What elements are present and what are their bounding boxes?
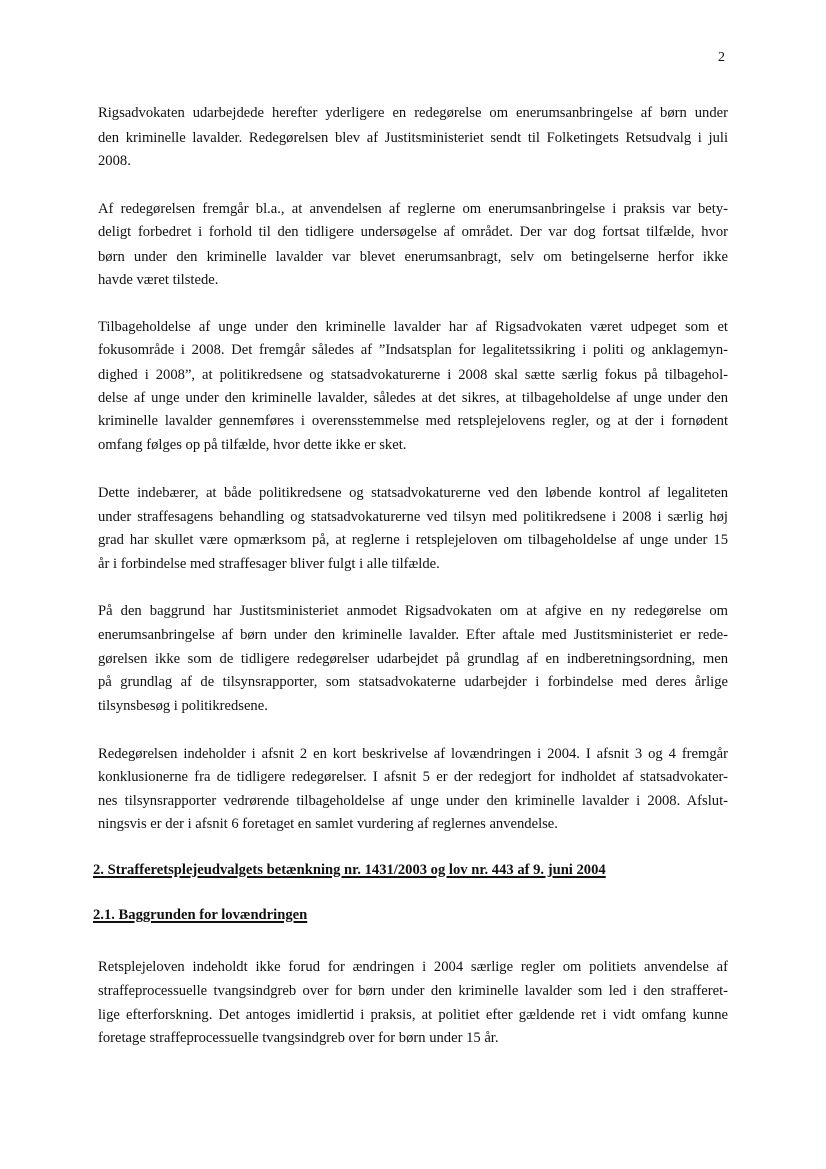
- paragraph-4-line-2: under straffesagens behandling og statsadvokaturerne ved tilsyn med politikredsene i 2008 i særlig høj: [98, 509, 728, 525]
- paragraph-4-line-4: år i forbindelse med straffesager bliver fulgt i alle tilfælde.: [98, 556, 440, 572]
- paragraph-6-line-1: Redegørelsen indeholder i afsnit 2 en kort beskrivelse af lovændringen i 2004. I afsnit 3 og 4 fremgår: [98, 746, 728, 762]
- paragraph-2-line-4: havde været tilstede.: [98, 272, 219, 288]
- paragraph-4-line-3: grad har skullet være opmærksom på, at reglerne i retsplejeloven om tilbageholdelse af unge under 15: [98, 532, 728, 548]
- paragraph-5-line-1: På den baggrund har Justitsministeriet anmodet Rigsadvokaten om at afgive en ny redegørelse om: [98, 603, 728, 619]
- final-paragraph-line-2: straffeprocessuelle tvangsindgreb over for børn under den kriminelle lavalder som led i den strafferet-: [98, 983, 728, 999]
- paragraph-3-line-3: dighed i 2008”, at politikredsene og statsadvokaturerne i 2008 skal sætte særlig fokus på tilbagehol-: [98, 367, 728, 383]
- paragraph-6-line-3: nes tilsynsrapporter vedrørende tilbageholdelse af unge under den kriminelle lavalder i 2008. Afslut-: [98, 793, 728, 809]
- subsection-heading: 2.1. Baggrunden for lovændringen: [93, 907, 308, 923]
- paragraph-3-line-2: fokusområde i 2008. Det fremgår således af ”Indsatsplan for legalitetssikring i politi og anklagemyn-: [98, 342, 728, 358]
- paragraph-3-line-4: delse af unge under den kriminelle lavalder, således at det sikres, at tilbageholdelse af unge under den: [98, 390, 728, 406]
- paragraph-2-line-1: Af redegørelsen fremgår bl.a., at anvendelsen af reglerne om enerumsanbringelse i praksis var bety-: [98, 201, 728, 217]
- page-number: 2: [718, 50, 725, 65]
- paragraph-4-line-1: Dette indebærer, at både politikredsene og statsadvokaturerne ved den løbende kontrol af legaliteten: [98, 485, 728, 501]
- paragraph-1-line-1: Rigsadvokaten udarbejdede herefter yderligere en redegørelse om enerumsanbringelse af børn under: [98, 105, 728, 121]
- paragraph-1-line-2: den kriminelle lavalder. Redegørelsen blev af Justitsministeriet sendt til Folketingets Retsudvalg i juli: [98, 130, 728, 146]
- paragraph-1-line-3: 2008.: [98, 153, 131, 169]
- final-paragraph-line-1: Retsplejeloven indeholdt ikke forud for ændringen i 2004 særlige regler om politiets anvendelse af: [98, 959, 728, 975]
- paragraph-3-line-6: omfang følges op på tilfælde, hvor dette ikke er sket.: [98, 437, 407, 453]
- paragraph-6-line-2: konklusionerne fra de tidligere redegørelser. I afsnit 5 er der redegjort for indholdet af statsadvokater-: [98, 769, 728, 785]
- paragraph-5-line-5: tilsynsbesøg i politikredsene.: [98, 698, 268, 714]
- final-paragraph-line-4: foretage straffeprocessuelle tvangsindgreb over for børn under 15 år.: [98, 1030, 499, 1046]
- final-paragraph-line-3: lige efterforskning. Det antoges imidlertid i praksis, at politiet efter gældende ret i vidt omfang kunne: [98, 1007, 728, 1023]
- paragraph-3-line-5: kriminelle lavalder gennemføres i overensstemmelse med retsplejelovens regler, og at der i fornødent: [98, 413, 728, 429]
- paragraph-5-line-2: enerumsanbringelse af børn under den kriminelle lavalder. Efter aftale med Justitsministeriet er rede-: [98, 627, 728, 643]
- paragraph-6-line-4: ningsvis er der i afsnit 6 foretaget en samlet vurdering af reglernes anvendelse.: [98, 816, 558, 832]
- paragraph-5-line-3: gørelsen ikke som de tidligere redegørelser udarbejdet på grundlag af en indberetningsordning, men: [98, 651, 728, 667]
- paragraph-5-line-4: på grundlag af de tilsynsrapporter, som statsadvokaterne udarbejder i forbindelse med deres årlige: [98, 674, 728, 690]
- paragraph-3-line-1: Tilbageholdelse af unge under den kriminelle lavalder har af Rigsadvokaten været udpeget som et: [98, 319, 728, 335]
- section-heading: 2. Strafferetsplejeudvalgets betænkning nr. 1431/2003 og lov nr. 443 af 9. juni 2004: [93, 862, 606, 878]
- paragraph-2-line-2: deligt forbedret i forhold til den tidligere undersøgelse af området. Der var dog fortsat tilfælde, hvor: [98, 224, 728, 240]
- paragraph-2-line-3: børn under den kriminelle lavalder var blevet enerumsanbragt, selv om betingelserne herfor ikke: [98, 249, 728, 265]
